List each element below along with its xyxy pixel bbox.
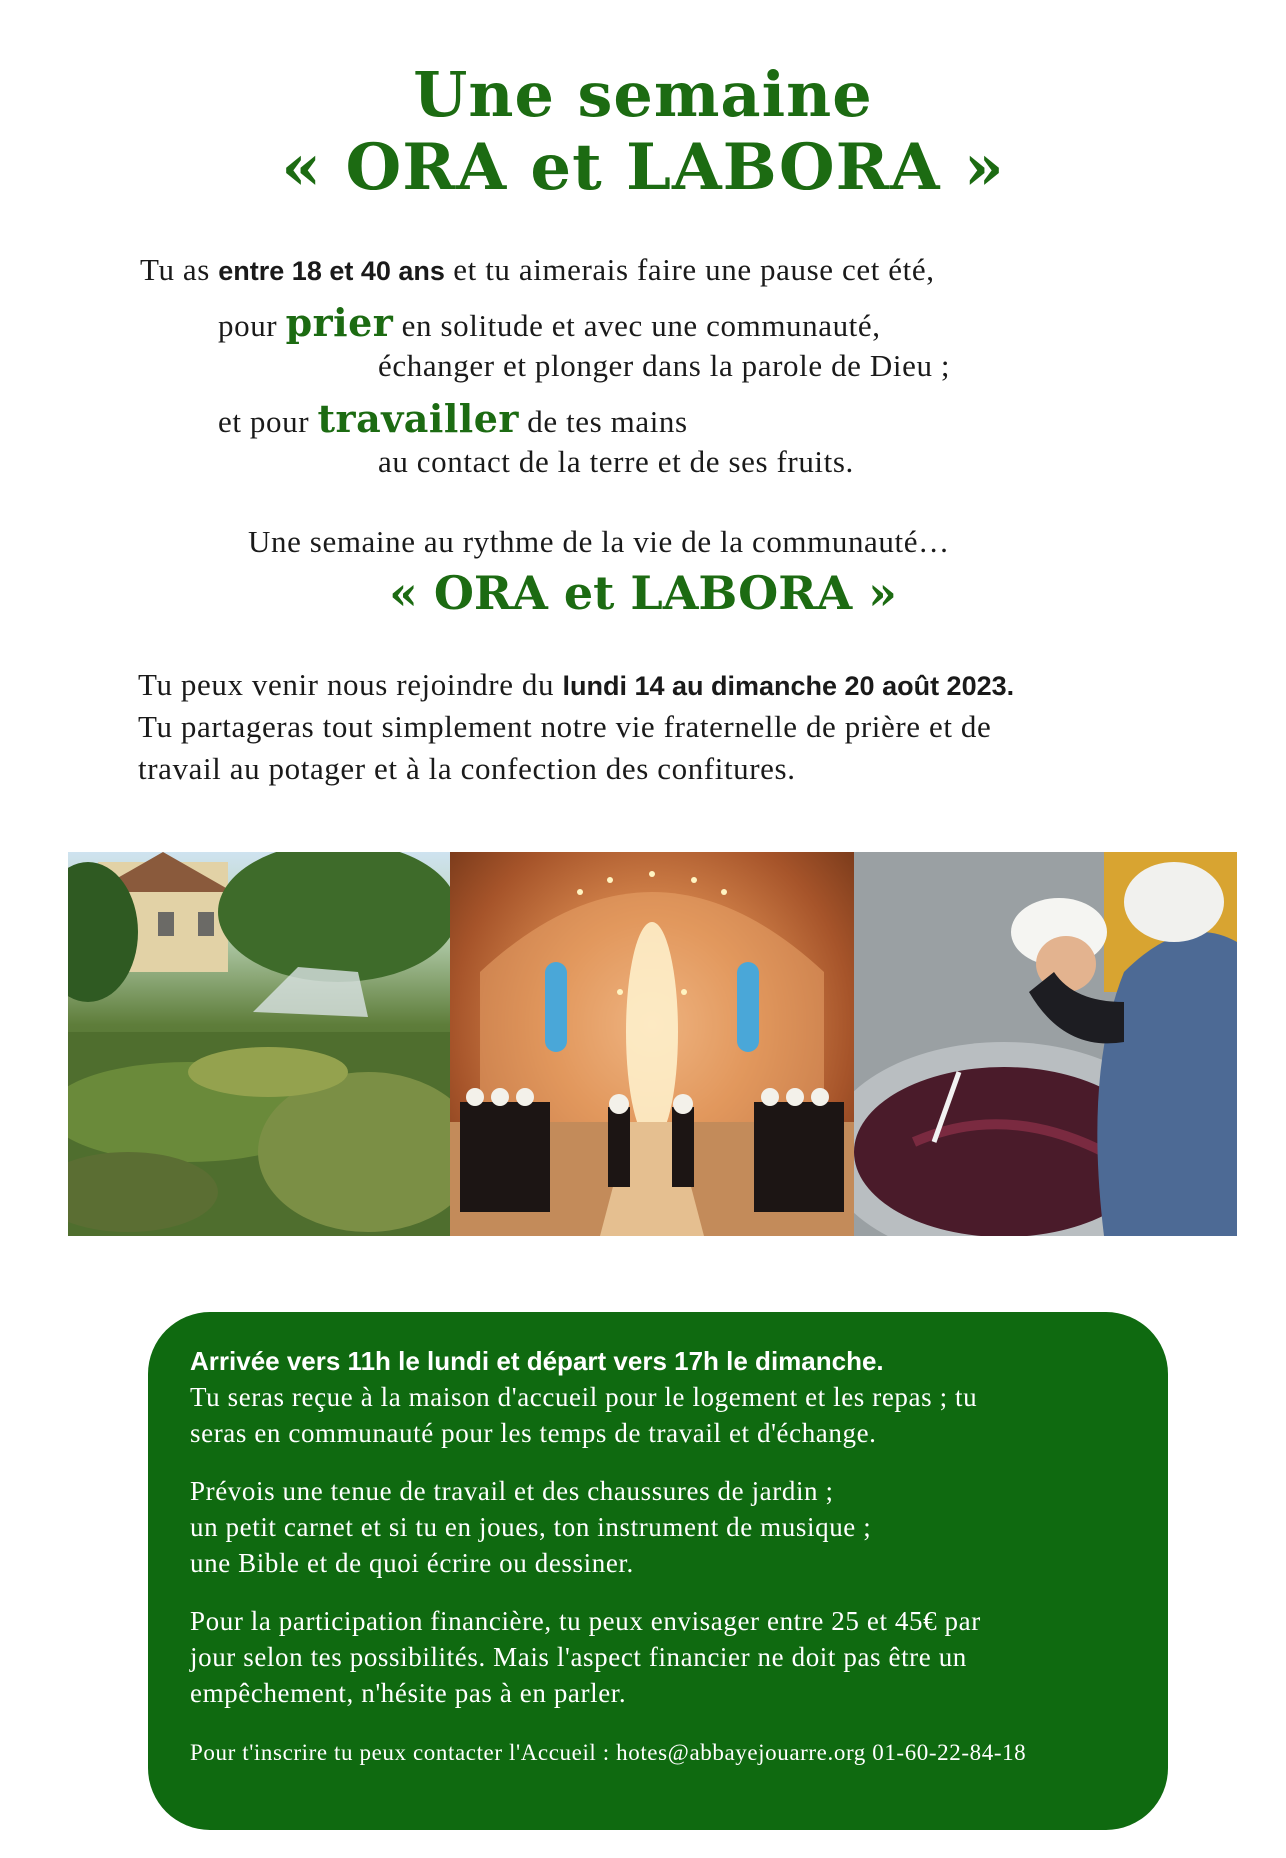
intro-line-2: pour prier en solitude et avec une communauté, bbox=[218, 300, 881, 345]
page-title: Une semaine bbox=[413, 58, 873, 131]
arrival-heading: Arrivée vers 11h le lundi et départ vers 17h le dimanche. bbox=[190, 1346, 884, 1376]
page-subtitle: « ORA et LABORA » bbox=[281, 130, 1005, 205]
dates-line-2: Tu partageras tout simplement notre vie fraternelle de prière et de bbox=[138, 709, 992, 744]
info-line: un petit carnet et si tu en joues, ton instrument de musique ; bbox=[190, 1512, 872, 1542]
motto: « ORA et LABORA » bbox=[389, 566, 897, 620]
garden-photo bbox=[68, 852, 450, 1236]
info-line: Tu seras reçue à la maison d'accueil pour le logement et les repas ; tu bbox=[190, 1382, 978, 1412]
info-line: empêchement, n'hésite pas à en parler. bbox=[190, 1678, 627, 1708]
info-line: jour selon tes possibilités. Mais l'aspect financier ne doit pas être un bbox=[190, 1642, 967, 1672]
intro-line-1: Tu as entre 18 et 40 ans et tu aimerais faire une pause cet été, bbox=[140, 252, 935, 287]
church-photo bbox=[450, 852, 854, 1236]
dates-line-3: travail au potager et à la confection des confitures. bbox=[138, 751, 796, 786]
info-line: une Bible et de quoi écrire ou dessiner. bbox=[190, 1548, 634, 1578]
info-line: Pour la participation financière, tu peux envisager entre 25 et 45€ par bbox=[190, 1606, 981, 1636]
dates-line-1: Tu peux venir nous rejoindre du lundi 14 au dimanche 20 août 2023. bbox=[138, 667, 1015, 702]
intro-line-4: et pour travailler de tes mains bbox=[218, 396, 688, 441]
intro-line-3: échanger et plonger dans la parole de Dieu ; bbox=[378, 348, 951, 383]
photo-strip bbox=[68, 852, 1237, 1236]
rhythm-line: Une semaine au rythme de la vie de la communauté… bbox=[248, 524, 950, 559]
info-box bbox=[148, 1312, 1168, 1830]
intro-line-5: au contact de la terre et de ses fruits. bbox=[378, 444, 854, 479]
info-line: Prévois une tenue de travail et des chaussures de jardin ; bbox=[190, 1476, 834, 1506]
contact-line: Pour t'inscrire tu peux contacter l'Accueil : hotes@abbayejouarre.org 01-60-22-84-18 bbox=[190, 1740, 1027, 1765]
jam-making-photo bbox=[854, 852, 1237, 1236]
info-line: seras en communauté pour les temps de travail et d'échange. bbox=[190, 1418, 877, 1448]
